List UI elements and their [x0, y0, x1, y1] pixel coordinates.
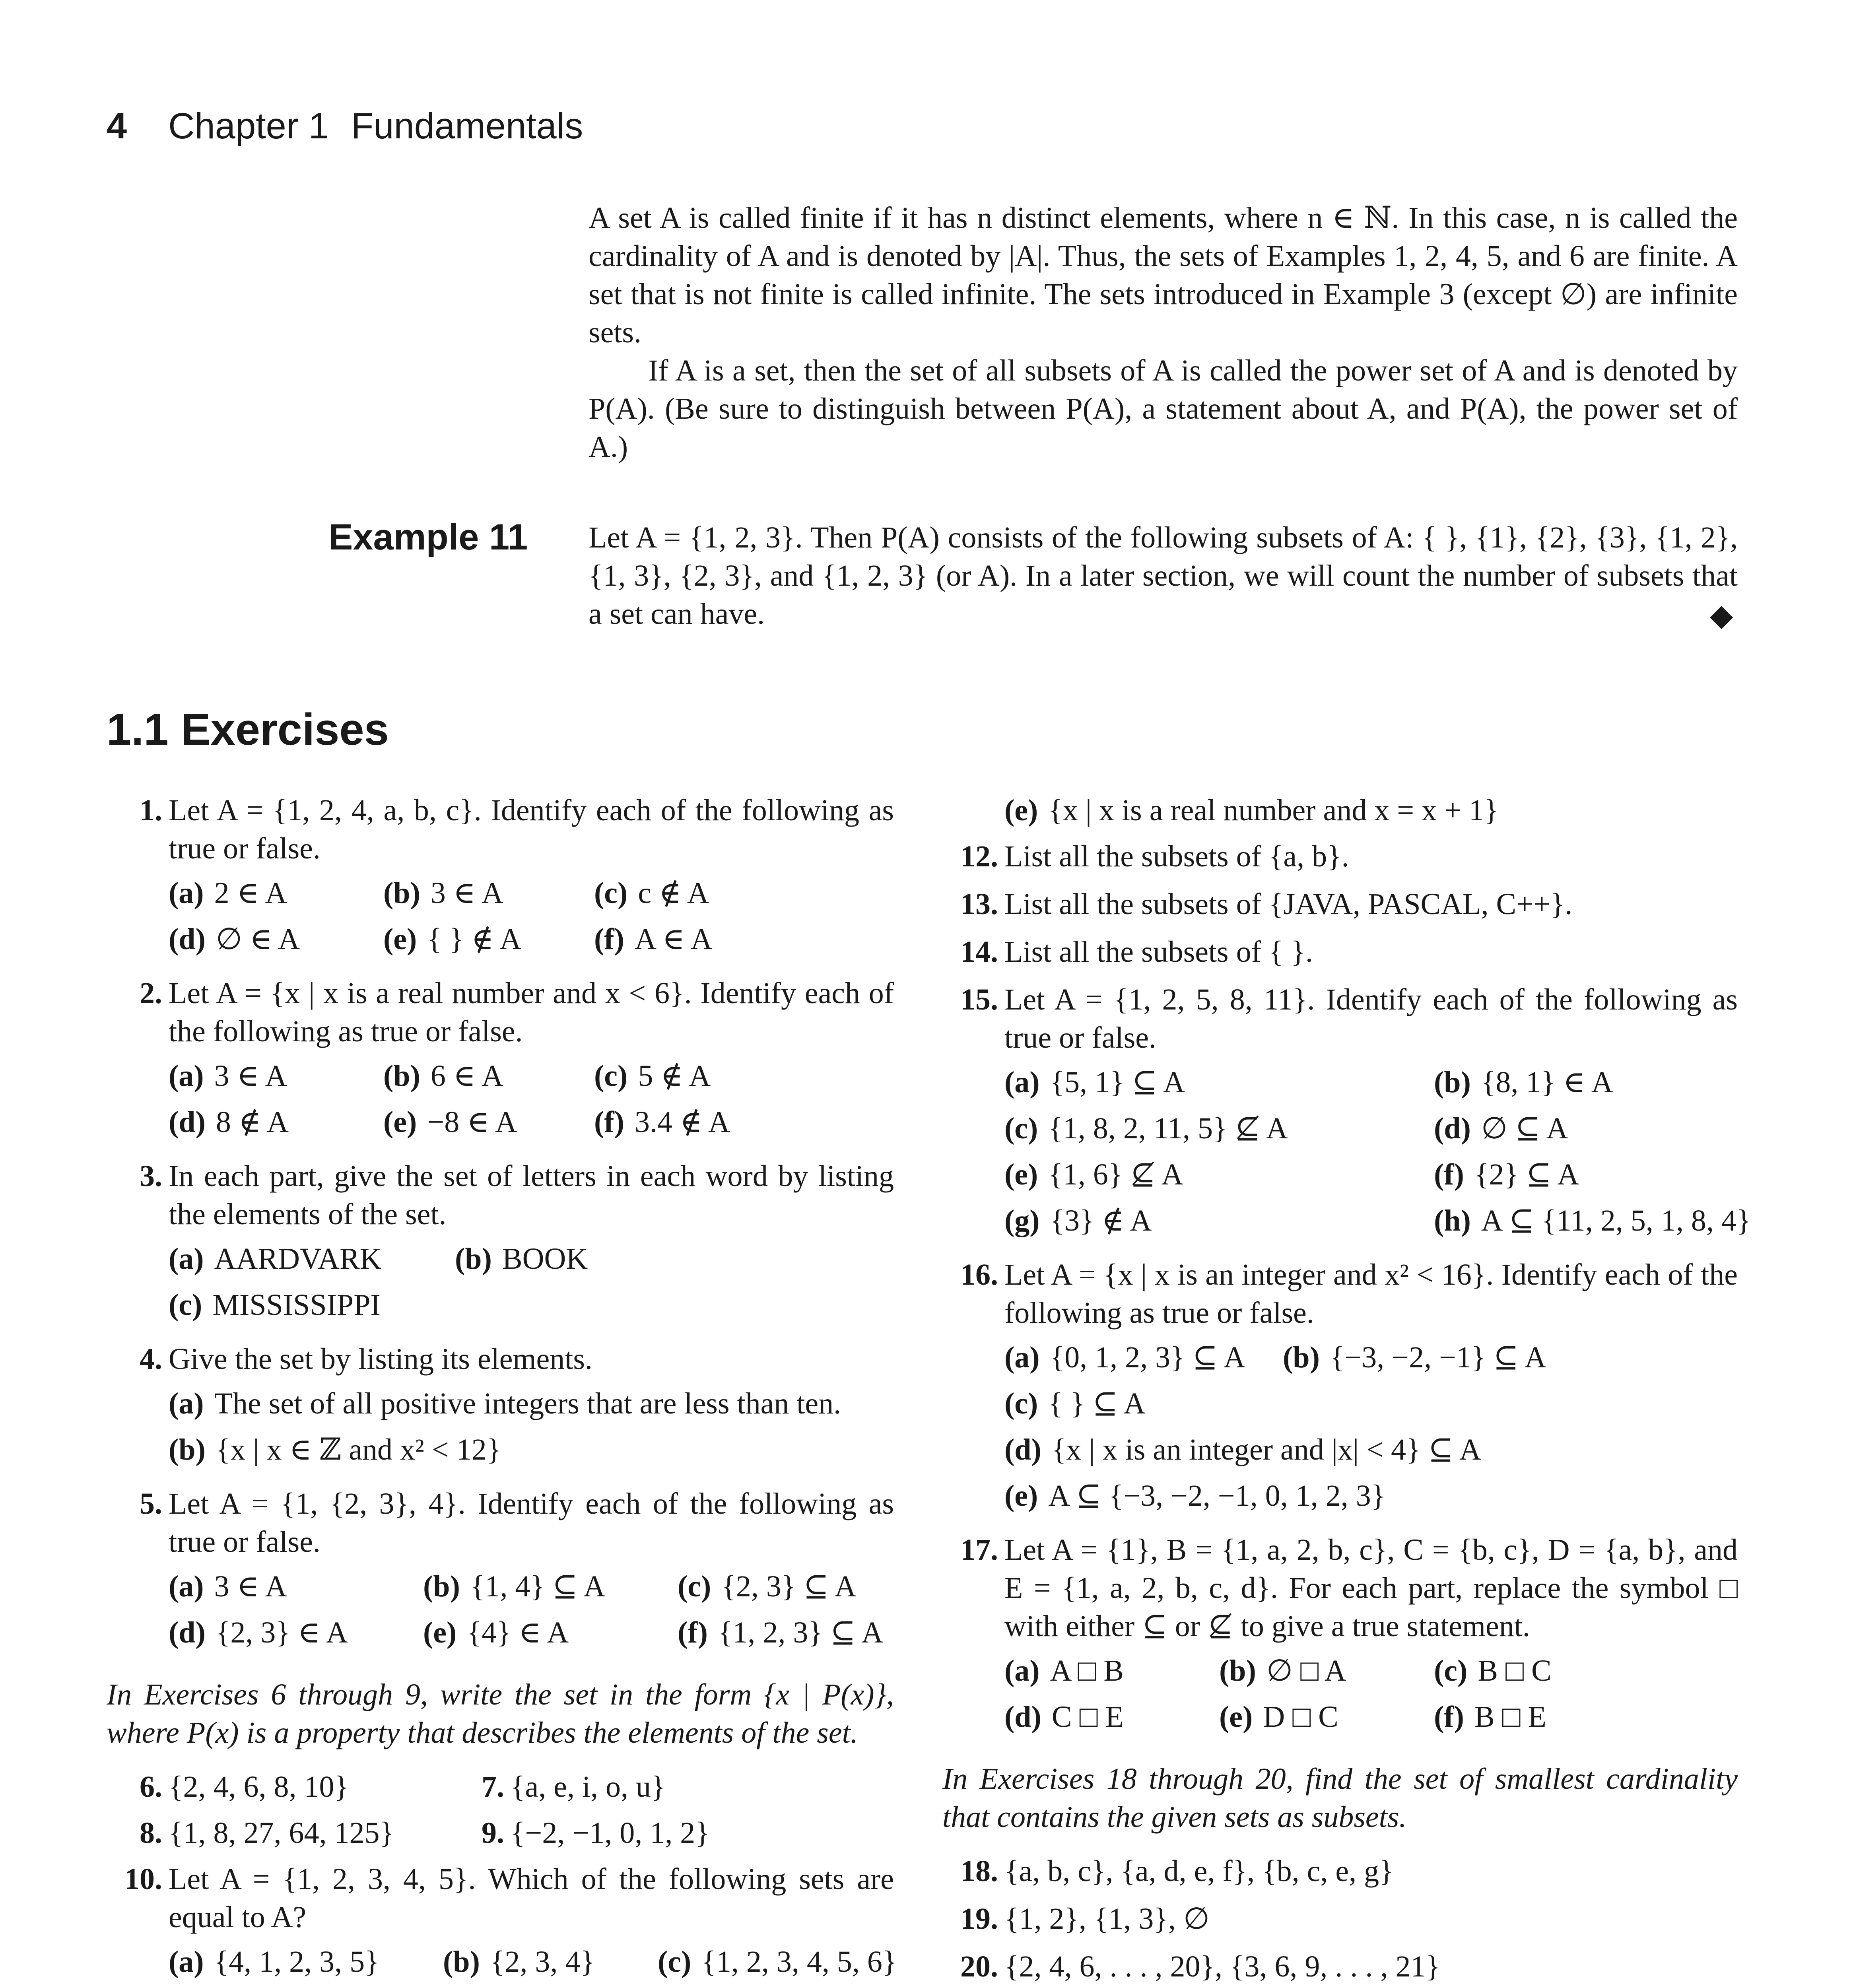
- exercise-part: (c) { } ⊆ A: [1004, 1387, 1146, 1420]
- exercise-parts: [169, 1057, 894, 1149]
- exercise-part: (a) {4, 1, 2, 3, 5}: [169, 1945, 379, 1978]
- exercise-10: [107, 1860, 897, 1988]
- exercise-stem: List all the subsets of {JAVA, PASCAL, C++}.: [1004, 887, 1573, 921]
- section-heading: 1.1 Exercises: [107, 705, 389, 754]
- exercise-part: (f) {1, 2, 3} ⊆ A: [678, 1616, 884, 1649]
- exercise-part: (e) { } ∉ A: [383, 922, 522, 956]
- exercise-part: (f) A ∈ A: [594, 922, 713, 956]
- exercise-stem: Give the set by listing its elements.: [169, 1342, 592, 1376]
- exercise-20: [942, 1947, 1738, 1986]
- exercise-6: [107, 1768, 449, 1806]
- exercise-number: 19.: [960, 1902, 998, 1936]
- exercise-19: [942, 1900, 1738, 1938]
- exercise-number: 15.: [960, 983, 998, 1016]
- example-label: Example 11: [328, 517, 528, 557]
- exercise-14: [942, 933, 1738, 971]
- exercise-parts: [1004, 1384, 1738, 1523]
- exercise-11-continued: [942, 791, 1738, 829]
- exercise-5: [107, 1485, 894, 1660]
- exercise-part: (d) ∅ ⊆ A: [1434, 1112, 1568, 1145]
- exercise-number: 17.: [960, 1533, 998, 1567]
- exercise-parts: [169, 1240, 894, 1332]
- exercise-number: 12.: [960, 840, 998, 873]
- exercise-part: (b) 6 ∈ A: [383, 1059, 503, 1093]
- exercise-part: (e) D □ C: [1219, 1700, 1338, 1734]
- exercise-number: 10.: [124, 1862, 162, 1896]
- exercise-part: (a) 3 ∈ A: [169, 1570, 287, 1603]
- exercise-part: (c) {1, 2, 3, 4, 5, 6}: [658, 1945, 897, 1978]
- exercise-part: (a) A □ B: [1004, 1654, 1124, 1687]
- exercise-stem: {a, b, c}, {a, d, e, f}, {b, c, e, g}: [1004, 1854, 1394, 1888]
- exercise-number: 1.: [140, 794, 162, 827]
- exercise-part: (e) A ⊆ {−3, −2, −1, 0, 1, 2, 3}: [1004, 1479, 1386, 1512]
- exercise-part: (e) −8 ∈ A: [383, 1105, 517, 1139]
- exercise-part: (c) c ∉ A: [594, 876, 709, 910]
- exercise-number: 18.: [960, 1854, 998, 1888]
- exercise-parts: [169, 1943, 897, 1988]
- exercise-part: (f) 3.4 ∉ A: [594, 1105, 730, 1139]
- exercise-stem: List all the subsets of { }.: [1004, 935, 1313, 969]
- exercise-parts: [169, 874, 894, 966]
- exercise-number: 7.: [482, 1770, 504, 1804]
- exercise-number: 8.: [140, 1816, 162, 1850]
- exercises-8-9: [107, 1814, 894, 1860]
- page-number: 4: [107, 106, 127, 146]
- exercise-part: (f) {2} ⊆ A: [1434, 1158, 1579, 1191]
- exercise-part: (b) {8, 1} ∈ A: [1434, 1066, 1613, 1099]
- intro-paragraph-power-set: If A is a set, then the set of all subsets of A is called the power set of A and is denoted by P(A). (Be sure to distinguish between P(A), a statement about A, and P(A), the power set of A.): [589, 354, 1738, 464]
- exercise-part: (d) {x | x is an integer and |x| < 4} ⊆ A: [1004, 1433, 1481, 1466]
- exercise-stem: {2, 4, 6, 8, 10}: [169, 1770, 349, 1804]
- exercise-stem: Let A = {x | x is an integer and x² < 16}. Identify each of the following as true or false.: [1004, 1258, 1738, 1330]
- exercise-number: 9.: [482, 1816, 504, 1850]
- instructions-6-9: In Exercises 6 through 9, write the set in the form {x | P(x)}, where P(x) is a property that describes the elements of the set.: [107, 1678, 894, 1749]
- exercise-part: (b) ∅ □ A: [1219, 1654, 1346, 1687]
- exercise-9: [449, 1814, 894, 1852]
- exercise-stem: {1, 8, 27, 64, 125}: [169, 1816, 394, 1850]
- exercise-part: (b) 3 ∈ A: [383, 876, 503, 910]
- exercise-part: (c) {2, 3} ⊆ A: [678, 1570, 857, 1603]
- exercise-number: 20.: [960, 1950, 998, 1983]
- exercise-3: [107, 1157, 894, 1332]
- exercise-number: 4.: [140, 1342, 162, 1376]
- exercise-part: (g) {3} ∉ A: [1004, 1204, 1152, 1237]
- exercise-part: (c) 5 ∉ A: [594, 1059, 711, 1093]
- exercise-4: [107, 1340, 894, 1477]
- exercises-6-7: [107, 1768, 894, 1814]
- exercise-part: (b) BOOK: [455, 1242, 588, 1276]
- exercise-part: (b) {x | x ∈ ℤ and x² < 12}: [169, 1433, 501, 1466]
- intro-paragraph-finite: A set A is called finite if it has n distinct elements, where n ∈ ℕ. In this case, n is called the cardinality of A and is denoted by |A|. Thus, the sets of Examples 1, 2, 4, 5, and 6 are finite. A set that is not finite is called infinite. The sets introduced in Example 3 (except ∅) are infinite sets.: [589, 201, 1738, 349]
- exercise-number: 2.: [140, 977, 162, 1010]
- exercise-parts: [1004, 1063, 1751, 1248]
- exercise-number: 6.: [140, 1770, 162, 1804]
- exercise-parts: [1004, 1338, 1738, 1384]
- exercise-16: [942, 1256, 1738, 1523]
- exercises-left-column: [107, 791, 897, 1988]
- exercise-part: (h) A ⊆ {11, 2, 5, 1, 8, 4}: [1434, 1204, 1751, 1237]
- intro-text: [589, 199, 1738, 466]
- exercise-part: (a) The set of all positive integers that are less than ten.: [169, 1387, 841, 1420]
- exercise-stem: Let A = {1, {2, 3}, 4}. Identify each of the following as true or false.: [169, 1487, 894, 1559]
- exercise-parts: [169, 1384, 894, 1477]
- exercise-part: (f) B □ E: [1434, 1700, 1546, 1734]
- end-of-example-diamond-icon: ◆: [1710, 599, 1733, 632]
- exercise-parts: [1004, 1652, 1738, 1744]
- exercises-right-column: [942, 791, 1751, 1988]
- exercise-part: (a) 2 ∈ A: [169, 876, 287, 910]
- example-body: Let A = {1, 2, 3}. Then P(A) consists of the following subsets of A: { }, {1}, {2}, {3}, {1, 2}, {1, 3}, {2, 3}, and {1, 2, 3} (or A). In a later section, we will count the number of subsets that a set can have.: [589, 521, 1738, 631]
- exercise-stem: Let A = {1, 2, 3, 4, 5}. Which of the following sets are equal to A?: [169, 1862, 894, 1934]
- exercise-8: [107, 1814, 449, 1852]
- exercise-stem: Let A = {x | x is a real number and x < 6}. Identify each of the following as true or false.: [169, 977, 894, 1048]
- exercise-part: (c) {1, 8, 2, 11, 5} ⊈ A: [1004, 1112, 1288, 1145]
- exercise-part: (a) {5, 1} ⊆ A: [1004, 1066, 1185, 1099]
- exercise-17: [942, 1531, 1738, 1744]
- exercise-stem: {1, 2}, {1, 3}, ∅: [1004, 1902, 1210, 1936]
- chapter-title: Fundamentals: [351, 106, 583, 146]
- exercise-part: (b) {−3, −2, −1} ⊆ A: [1283, 1341, 1546, 1374]
- exercise-part: (a) AARDVARK: [169, 1242, 382, 1276]
- exercise-part: (d) C □ E: [1004, 1700, 1124, 1734]
- exercise-18: [942, 1852, 1738, 1890]
- exercise-number: 13.: [960, 887, 998, 921]
- exercise-part: (b) {1, 4} ⊆ A: [423, 1570, 606, 1603]
- exercise-number: 16.: [960, 1258, 998, 1291]
- exercise-number: 5.: [140, 1487, 162, 1520]
- exercise-12: [942, 837, 1738, 876]
- exercise-2: [107, 974, 894, 1149]
- exercise-part: (e) {x | x is a real number and x = x + 1}: [1004, 794, 1499, 827]
- exercise-part: (a) 3 ∈ A: [169, 1059, 287, 1093]
- exercise-number: 14.: [960, 935, 998, 969]
- exercise-stem: {2, 4, 6, . . . , 20}, {3, 6, 9, . . . , 21}: [1004, 1950, 1440, 1983]
- exercise-part: (c) B □ C: [1434, 1654, 1552, 1687]
- exercise-1: [107, 791, 894, 966]
- exercise-stem: In each part, give the set of letters in each word by listing the elements of the set.: [169, 1159, 894, 1231]
- exercise-part: (d) ∅ ∈ A: [169, 922, 300, 956]
- exercise-7: [449, 1768, 894, 1806]
- exercise-15: [942, 980, 1751, 1248]
- exercise-part: (a) {0, 1, 2, 3} ⊆ A: [1004, 1341, 1245, 1374]
- exercise-part: (b) {2, 3, 4}: [443, 1945, 595, 1978]
- running-head: [107, 104, 583, 148]
- exercise-part: (d) {2, 3} ∈ A: [169, 1616, 348, 1649]
- exercise-part: (e) {1, 6} ⊈ A: [1004, 1158, 1183, 1191]
- exercise-number: 3.: [140, 1159, 162, 1193]
- exercise-stem: {a, e, i, o, u}: [511, 1770, 666, 1804]
- chapter-label: Chapter 1: [168, 106, 329, 146]
- exercise-stem: Let A = {1}, B = {1, a, 2, b, c}, C = {b, c}, D = {a, b}, and E = {1, a, 2, b, c, d}. For each part, replace the symbol □ with either ⊆ or ⊈ to give a true statement.: [1004, 1533, 1738, 1643]
- exercise-part: (e) {4} ∈ A: [423, 1616, 569, 1649]
- exercise-stem: Let A = {1, 2, 5, 8, 11}. Identify each of the following as true or false.: [1004, 983, 1738, 1054]
- instructions-18-20: In Exercises 18 through 20, find the set of smallest cardinality that contains the given sets as subsets.: [942, 1762, 1738, 1834]
- exercise-stem: List all the subsets of {a, b}.: [1004, 840, 1349, 873]
- exercise-stem: {−2, −1, 0, 1, 2}: [511, 1816, 710, 1850]
- exercise-part: (c) MISSISSIPPI: [169, 1288, 381, 1322]
- exercise-stem: Let A = {1, 2, 4, a, b, c}. Identify each of the following as true or false.: [169, 794, 894, 865]
- exercise-parts: [169, 1567, 894, 1660]
- exercise-13: [942, 885, 1738, 923]
- exercise-part: (d) 8 ∉ A: [169, 1105, 289, 1139]
